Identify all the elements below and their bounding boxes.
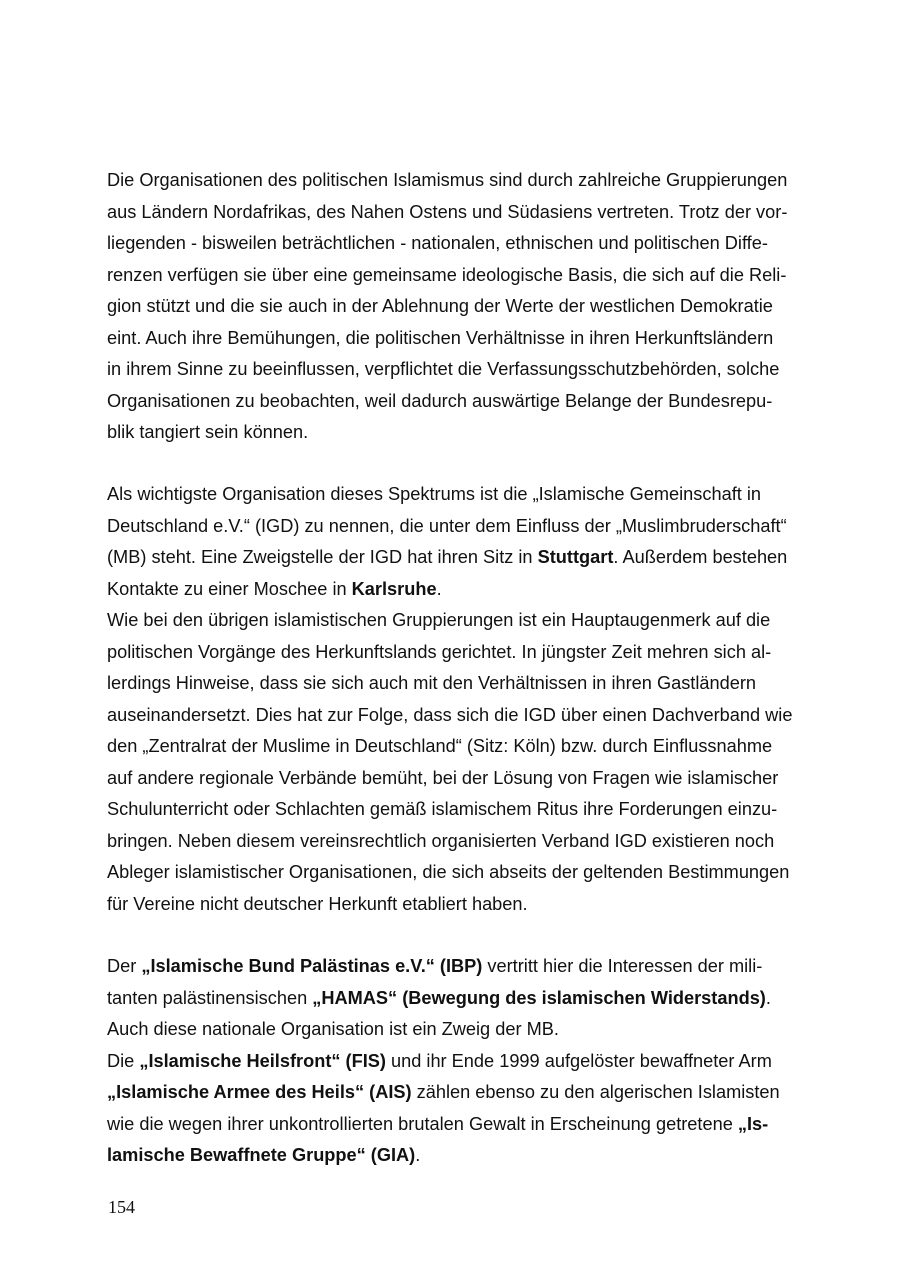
bold-text: Karlsruhe	[351, 578, 437, 599]
bold-text: „Is-	[737, 1113, 769, 1134]
text-segment: .	[415, 1145, 421, 1165]
text-segment: wie die wegen ihrer unkontrollierten brutalen Gewalt in Erscheinung getretene	[107, 1113, 738, 1134]
text-segment: .	[436, 578, 442, 599]
text-line	[107, 165, 807, 197]
text-segment: vertritt hier die Interessen der mili-	[482, 956, 763, 976]
text-segment: Ableger islamistischer Organisationen, die sich abseits der geltenden Bestimmungen	[107, 862, 790, 882]
text-line	[107, 668, 807, 700]
text-segment: den „Zentralrat der Muslime in Deutschland“ (Sitz: Köln) bzw. durch Einflussnahme	[107, 736, 773, 756]
text-line	[107, 637, 807, 669]
text-segment: gion stützt und die sie auch in der Ablehnung der Werte der westlichen Demokratie	[107, 296, 773, 316]
text-segment: renzen verfügen sie über eine gemeinsame ideologische Basis, die sich auf die Reli-	[107, 264, 787, 285]
text-line	[107, 826, 807, 858]
text-line	[107, 479, 807, 511]
bold-text: „HAMAS“ (Bewegung des islamischen Widerstands)	[312, 987, 766, 1008]
text-segment: Der	[107, 956, 142, 976]
text-line	[107, 983, 807, 1015]
text-line	[107, 763, 807, 795]
text-segment: Wie bei den übrigen islamistischen Gruppierungen ist ein Hauptaugenmerk auf die	[107, 610, 771, 630]
bold-text: Stuttgart	[537, 547, 614, 567]
text-segment: bringen. Neben diesem vereinsrechtlich organisierten Verband IGD existieren noch	[107, 830, 775, 851]
text-segment: auf andere regionale Verbände bemüht, bei der Lösung von Fragen wie islamischer	[107, 767, 779, 788]
text-segment: Auch diese nationale Organisation ist ein Zweig der MB.	[107, 1019, 559, 1039]
text-segment: tanten palästinensischen	[107, 987, 313, 1008]
paragraph-igd	[107, 479, 807, 920]
text-line	[107, 354, 807, 386]
text-segment: lerdings Hinweise, dass sie sich auch mit den Verhältnissen in ihren Gastländern	[107, 673, 757, 693]
text-segment: Kontakte zu einer Moschee in	[107, 578, 352, 599]
text-segment: Schulunterricht oder Schlachten gemäß islamischem Ritus ihre Forderungen einzu-	[107, 799, 778, 819]
text-line	[107, 386, 807, 418]
text-line	[107, 197, 807, 229]
text-segment: und ihr Ende 1999 aufgelöster bewaffneter Arm	[385, 1050, 772, 1071]
text-segment: blik tangiert sein können.	[107, 422, 309, 442]
text-line	[107, 889, 807, 921]
text-line	[107, 511, 807, 543]
text-segment: liegenden - bisweilen beträchtlichen - nationalen, ethnischen und politischen Diffe-	[107, 233, 768, 253]
bold-text: „Islamische Heilsfront“ (FIS)	[139, 1050, 386, 1071]
bold-text: „Islamische Bund Palästinas e.V.“ (IBP)	[141, 956, 483, 976]
text-segment: .	[765, 987, 771, 1008]
text-segment: Als wichtigste Organisation dieses Spektrums ist die „Islamische Gemeinschaft in	[107, 484, 762, 504]
text-segment: auseinandersetzt. Dies hat zur Folge, dass sich die IGD über einen Dachverband wie	[107, 704, 793, 725]
text-segment: Die	[107, 1050, 140, 1071]
text-segment: Die Organisationen des politischen Islamismus sind durch zahlreiche Gruppierungen	[107, 170, 788, 190]
text-line	[107, 323, 807, 355]
text-segment: zählen ebenso zu den algerischen Islamisten	[411, 1082, 780, 1102]
text-segment: eint. Auch ihre Bemühungen, die politischen Verhältnisse in ihren Herkunftsländern	[107, 327, 774, 348]
text-line	[107, 1077, 807, 1109]
text-line	[107, 731, 807, 763]
text-line	[107, 260, 807, 292]
text-segment: aus Ländern Nordafrikas, des Nahen Ostens und Südasiens vertreten. Trotz der vor-	[107, 201, 788, 222]
text-line	[107, 542, 807, 574]
paragraph-ibp-fis	[107, 951, 807, 1172]
text-segment: Organisationen zu beobachten, weil dadurch auswärtige Belange der Bundesrepu-	[107, 390, 773, 411]
text-line	[107, 700, 807, 732]
page-number: 154	[108, 1197, 135, 1217]
text-line	[107, 1046, 807, 1078]
text-line	[107, 951, 807, 983]
text-segment: für Vereine nicht deutscher Herkunft etabliert haben.	[107, 893, 528, 914]
bold-text: „Islamische Armee des Heils“ (AIS)	[107, 1082, 412, 1102]
text-segment: (MB) steht. Eine Zweigstelle der IGD hat ihren Sitz in	[107, 547, 538, 567]
text-line	[107, 291, 807, 323]
text-line	[107, 1140, 807, 1172]
bold-text: lamische Bewaffnete Gruppe“ (GIA)	[107, 1145, 416, 1165]
text-segment: in ihrem Sinne zu beeinflussen, verpflichtet die Verfassungsschutzbehörden, solche	[107, 359, 780, 379]
text-line	[107, 574, 807, 606]
text-segment: politischen Vorgänge des Herkunftslands gerichtet. In jüngster Zeit mehren sich al-	[107, 641, 772, 662]
text-line	[107, 605, 807, 637]
text-line	[107, 1109, 807, 1141]
text-segment: Deutschland e.V.“ (IGD) zu nennen, die unter dem Einfluss der „Muslimbruderschaft“	[107, 515, 787, 536]
text-line	[107, 857, 807, 889]
text-segment: . Außerdem bestehen	[613, 547, 788, 567]
text-line	[107, 1014, 807, 1046]
text-line	[107, 794, 807, 826]
paragraph-islamism-overview	[107, 165, 807, 449]
text-line	[107, 228, 807, 260]
text-line	[107, 417, 807, 449]
